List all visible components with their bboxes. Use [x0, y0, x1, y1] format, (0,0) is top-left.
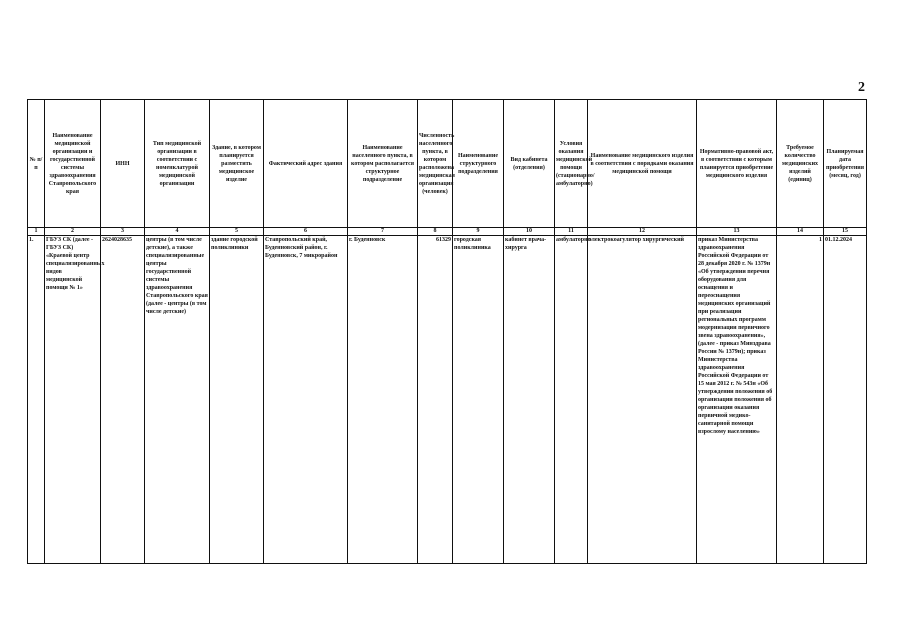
- legal-act: приказ Министерства здравоохранения Российской Федерации от 28 декабря 2020 г. № 1379н «Об утверждении перечня оборудования для оснащения и переоснащения медицинских организаций при реализации региональных программ модернизации первичного звена здравоохранения», (далее - приказ Минздрава России № 1379н); приказ Министерства здравоохранения Российской Федерации от 15 мая 2012 г. № 543н «Об утверждении положения об организации положения об организации оказания первичной медико-санитарной помощи взрослому населению»: [697, 236, 777, 564]
- column-header: ИНН: [101, 100, 145, 228]
- column-number: 7: [348, 228, 418, 236]
- column-header: Наименование населенного пункта, в котором располагается структурное подразделение: [348, 100, 418, 228]
- column-number: 2: [45, 228, 101, 236]
- column-number: 10: [504, 228, 555, 236]
- column-header: Наименование медицинского изделия в соответствии с порядками оказания медицинской помощи: [588, 100, 697, 228]
- column-header: Планируемая дата приобретения (месяц, год): [824, 100, 867, 228]
- organization-name: ГБУЗ СК (далее - ГБУЗ СК) «Краевой центр специализированных видов медицинской помощи № 1»: [45, 236, 101, 564]
- column-header: Требуемое количество медицинских изделий (единиц): [777, 100, 824, 228]
- inn-value: 2624028635: [101, 236, 145, 564]
- table-row: [28, 236, 867, 564]
- column-header: Тип медицинской организации в соответствии с номенклатурой медицинской организации: [145, 100, 210, 228]
- column-number-row: [28, 228, 867, 236]
- column-number: 11: [555, 228, 588, 236]
- column-header: Численность населенного пункта, в котором расположена медицинская организация (человек): [418, 100, 453, 228]
- locality: г. Буденновск: [348, 236, 418, 564]
- quantity: 1: [777, 236, 824, 564]
- purchase-date: 01.12.2024: [824, 236, 867, 564]
- column-header: Условия оказания медицинской помощи (стационарно/ амбулаторно): [555, 100, 588, 228]
- column-number: 1: [28, 228, 45, 236]
- population: 61329: [418, 236, 453, 564]
- subdivision: городская поликлиника: [453, 236, 504, 564]
- page-number: 2: [858, 80, 865, 95]
- column-header: Нормативно-правовой акт, в соответствии с которым планируется приобретение медицинского изделия: [697, 100, 777, 228]
- column-number: 6: [264, 228, 348, 236]
- column-number: 3: [101, 228, 145, 236]
- column-number: 14: [777, 228, 824, 236]
- care-conditions: амбулаторно: [555, 236, 588, 564]
- column-number: 5: [210, 228, 264, 236]
- column-number: 8: [418, 228, 453, 236]
- column-number: 4: [145, 228, 210, 236]
- column-number: 9: [453, 228, 504, 236]
- column-header: Вид кабинета (отделения): [504, 100, 555, 228]
- organization-type: центры (в том числе детские), а также специализированные центры государственной системы здравоохранения Ставропольского края (далее - центры (в том числе детские): [145, 236, 210, 564]
- cabinet-type: кабинет врача-хирурга: [504, 236, 555, 564]
- header-row: [28, 100, 867, 228]
- column-number: 15: [824, 228, 867, 236]
- column-header: Наименование структурного подразделения: [453, 100, 504, 228]
- column-header: Фактический адрес здания: [264, 100, 348, 228]
- column-header: № п/п: [28, 100, 45, 228]
- row-number: 1.: [28, 236, 45, 564]
- column-header: Здание, в котором планируется разместить медицинское изделие: [210, 100, 264, 228]
- column-number: 12: [588, 228, 697, 236]
- equipment-table: [27, 99, 867, 564]
- address: Ставропольский край, Буденновский район, г. Буденновск, 7 микрорайон: [264, 236, 348, 564]
- column-header: Наименование медицинской организации и государственной системы здравоохранения Ставропольского края: [45, 100, 101, 228]
- device-name: электрокоагулятор хирургический: [588, 236, 697, 564]
- column-number: 13: [697, 228, 777, 236]
- building: здание городской поликлиники: [210, 236, 264, 564]
